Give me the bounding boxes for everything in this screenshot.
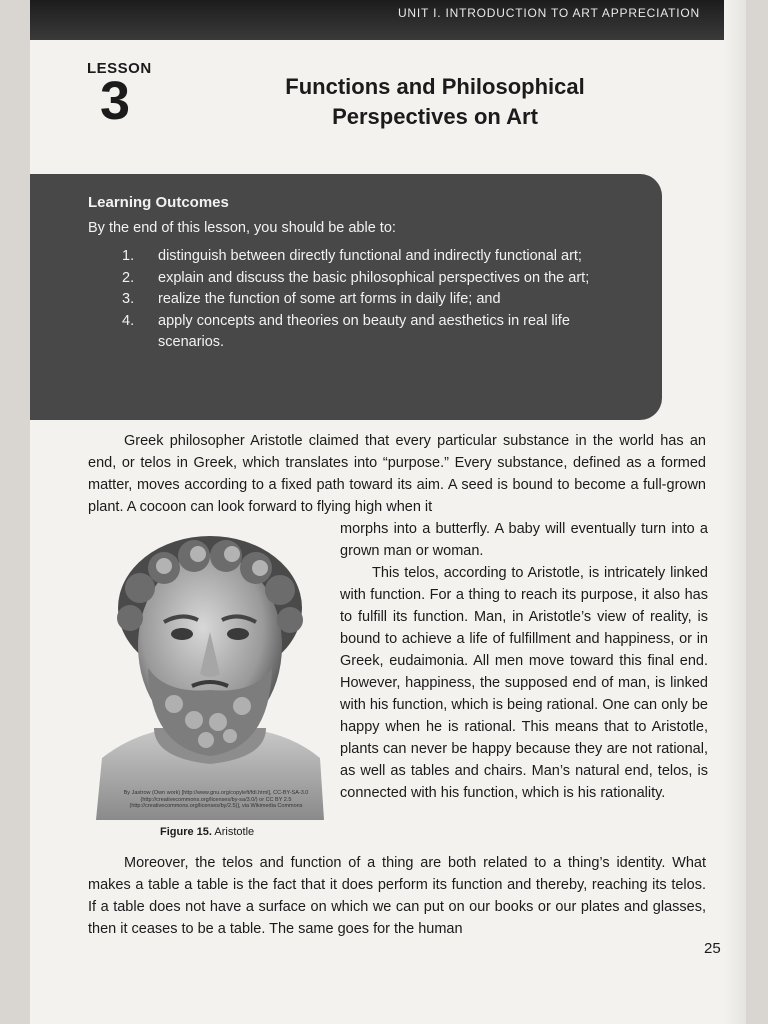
paragraph-1-continued: morphs into a butterfly. A baby will eventually turn into a grown man or woman.	[340, 521, 708, 559]
lesson-title	[230, 72, 640, 132]
paragraph-1: Greek philosopher Aristotle claimed that every particular substance in the world has an end, or telos in Greek, which translates into “purpose.” Every substance, defined as a formed matter, moves according to a fixed path toward its aim. A seed is bound to become a full-grown plant. A cocoon can look forward to flying high when it	[88, 433, 706, 515]
learning-outcomes-title: Learning Outcomes	[88, 194, 229, 211]
aristotle-bust-image	[94, 528, 326, 820]
image-credit: By Jastrow (Own work) [http://www.gnu.org/copyleft/fdl.html], CC-BY-SA-3.0 (http://creativecommons.org/licenses/by-sa/3.0/) or CC BY 2.5 (http://creativecommons.org/licenses/by/2.5)], via Wikimedia Commons	[123, 790, 309, 809]
page-number: 25	[704, 940, 721, 957]
outcome-number: 1.	[122, 248, 135, 264]
lesson-label: LESSON	[87, 60, 152, 77]
outcome-item	[122, 289, 602, 311]
lesson-number: 3	[100, 71, 131, 131]
learning-outcomes-intro: By the end of this lesson, you should be able to:	[88, 220, 396, 236]
outcome-item	[122, 246, 602, 268]
figure-caption-label: Figure 15.	[160, 826, 212, 838]
figure-caption	[160, 826, 254, 838]
learning-outcomes-box	[30, 174, 662, 420]
outcome-number: 4.	[122, 312, 135, 329]
outcome-text: realize the function of some art forms in daily life; and	[158, 291, 501, 307]
figure-caption-text: Aristotle	[214, 826, 255, 838]
lesson-title-line2: Perspectives on Art	[332, 104, 538, 129]
lesson-title-line1: Functions and Philosophical	[285, 74, 585, 99]
outcome-number: 3.	[122, 291, 135, 307]
outcome-text: distinguish between directly functional and indirectly functional art;	[158, 248, 582, 264]
outcome-number: 2.	[122, 269, 135, 286]
unit-header-band	[30, 0, 746, 40]
page-spine-shadow	[724, 0, 746, 1024]
paragraph-2: This telos, according to Aristotle, is intricately linked with function. For a thing to reach its purpose, it also has to fulfill its function. Man, in Aristotle’s view of reality, is bound to achieve a life of fulfillment and happiness, or in Greek, eudaimonia. All men move toward this final end. However, happiness, the supposed end of man, is linked with his function, which is being rational. One can only be happy when he is rational. This means that to Aristotle, plants can never be happy because they are not rational, as well as tables and chairs. Man’s natural end, telos, is connected with his function, which is his rationality.	[340, 565, 708, 801]
learning-outcomes-list	[122, 246, 602, 354]
paragraph-3: Moreover, the telos and function of a thing are both related to a thing’s identity. What makes a table a table is the fact that it does perform its function and thereby, reaching its telos. If a table does not have a surface on which we can put on our books or our plates and glasses, then it ceases to be a table. The same goes for the human	[88, 855, 706, 937]
unit-header: UNIT I. INTRODUCTION TO ART APPRECIATION	[397, 6, 700, 20]
outcome-item	[122, 311, 602, 354]
outcome-text: explain and discuss the basic philosophical perspectives on the art;	[158, 269, 590, 286]
textbook-page	[30, 0, 746, 1024]
outcome-item	[122, 268, 602, 290]
outcome-text: apply concepts and theories on beauty and aesthetics in real life scenarios.	[158, 312, 570, 350]
right-column	[340, 562, 708, 804]
